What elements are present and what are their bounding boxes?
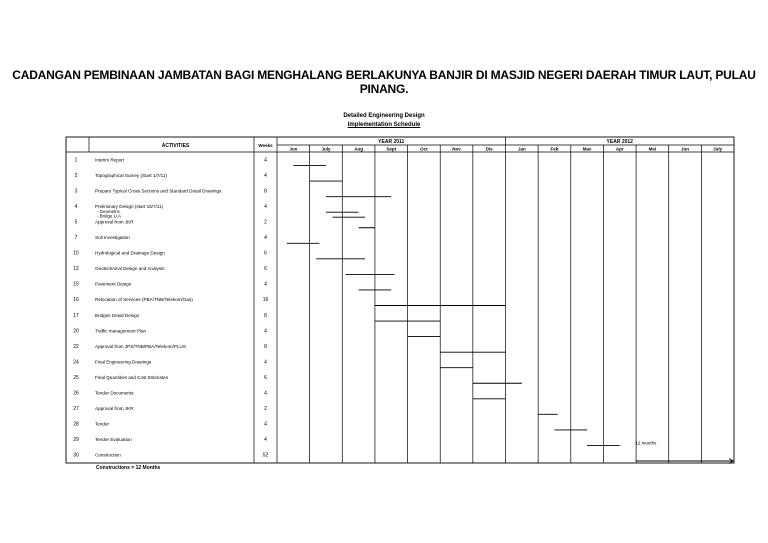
weeks-value: 8 — [264, 188, 267, 195]
schedule-subtitle: Detailed Engineering Design — [343, 113, 425, 119]
activity-label: Soil Investigation — [95, 235, 130, 241]
weeks-value: 16 — [262, 297, 269, 304]
month-label: Apr — [615, 146, 624, 152]
month-label: Aug — [354, 146, 363, 152]
construction-footnote: Constructions = 12 Months — [96, 465, 161, 471]
row-number: 7 — [74, 235, 78, 242]
construction-duration-note: 12 months — [635, 440, 657, 446]
row-number: 28 — [73, 421, 79, 428]
weeks-value: 4 — [264, 390, 267, 397]
weeks-value: 52 — [262, 452, 269, 459]
month-label: Sept — [386, 146, 397, 152]
weeks-header: Weeks — [258, 143, 273, 148]
row-number: 25 — [73, 374, 79, 381]
activity-label: Geotechnical Design and Analysis — [95, 266, 165, 272]
activity-label: Approval from JKR — [95, 219, 134, 225]
weeks-value: 6 — [264, 250, 267, 257]
month-label: July — [321, 146, 331, 152]
activity-label: Hydrological and Drainage Design — [95, 250, 165, 256]
activities-header: ACTIVITIES — [161, 143, 190, 149]
activity-sub-label: - Bridge U.A — [97, 213, 121, 219]
row-number: 29 — [73, 437, 79, 444]
row-number: 2 — [74, 172, 78, 179]
row-number: 20 — [73, 328, 79, 335]
weeks-value: 4 — [264, 172, 267, 179]
activity-label: Tender Evaluation — [95, 437, 132, 443]
activity-label: Final Quantities and Cost Estimates — [95, 374, 169, 380]
row-number: 1 — [74, 157, 78, 164]
month-label: Feb — [550, 146, 559, 152]
activity-label: Tender Documents — [95, 390, 134, 396]
row-number: 3 — [74, 188, 78, 195]
month-label: July — [713, 146, 723, 152]
row-number: 24 — [73, 359, 79, 366]
month-label: Dis — [485, 146, 493, 152]
row-number: 22 — [73, 343, 79, 350]
weeks-value: 8 — [264, 312, 267, 319]
year-label-0: YEAR 2011 — [378, 139, 405, 145]
weeks-value: 4 — [264, 421, 267, 428]
weeks-value: 4 — [264, 437, 267, 444]
activity-label: Interim Report — [95, 157, 125, 163]
row-number: 5 — [74, 219, 78, 226]
weeks-value: 8 — [264, 343, 267, 350]
activity-label: Preliminary Design (start 15/7/11) — [95, 203, 164, 209]
weeks-value: 4 — [264, 328, 267, 335]
activity-label: Pavement Design — [95, 281, 132, 287]
activity-sub-label: - Geometric — [97, 208, 120, 214]
weeks-value: 6 — [264, 266, 267, 273]
weeks-value: 4 — [264, 203, 267, 210]
activity-label: Final Engineering Drawings — [95, 359, 152, 365]
row-number: 12 — [73, 266, 79, 273]
row-number: 16 — [73, 297, 79, 304]
weeks-value: 2 — [264, 219, 267, 226]
month-label: Jun — [681, 146, 690, 152]
document-title: CADANGAN PEMBINAAN JAMBATAN BAGI MENGHALANG BERLAKUNYA BANJIR DI MASJID NEGERI DAERAH TIMUR LAUT, PULAU PINANG. — [12, 68, 756, 96]
weeks-value: 4 — [264, 235, 267, 242]
row-number: 26 — [73, 390, 79, 397]
activity-label: Bridges Detail Design — [95, 312, 140, 318]
weeks-value: 4 — [264, 281, 267, 288]
schedule-heading: Implementation Schedule — [347, 122, 421, 128]
row-number: 15 — [73, 281, 79, 288]
month-label: Mac — [582, 146, 592, 152]
month-label: Jan — [517, 146, 526, 152]
weeks-value: 4 — [264, 359, 267, 366]
activity-label: Relocation of Services (PBA/TNB/Telekom/Gas) — [95, 297, 193, 303]
month-label: Oct — [420, 146, 428, 152]
activity-label: Tender — [95, 421, 110, 427]
activity-label: Topographical Survey (Start 1/7/11) — [95, 172, 167, 178]
row-number: 27 — [73, 406, 79, 413]
weeks-value: 2 — [264, 406, 267, 413]
year-label-1: YEAR 2012 — [606, 139, 633, 145]
row-number: 30 — [73, 452, 79, 459]
month-label: Jun — [289, 146, 298, 152]
row-number: 10 — [73, 250, 79, 257]
activity-label: Traffic management Plan — [95, 328, 147, 334]
activity-label: Construction — [95, 452, 121, 458]
weeks-value: 6 — [264, 374, 267, 381]
activity-label: Prepare Typical Cross Sections and Standard Detail Drawings — [95, 188, 222, 194]
month-label: Mei — [648, 146, 657, 152]
row-number: 4 — [74, 203, 78, 210]
activity-label: Approval from JPS/TNB/PBA/Telekom/PLUS — [95, 343, 186, 349]
weeks-value: 4 — [264, 157, 267, 164]
month-label: Nov — [452, 146, 461, 152]
activity-label: Approval from JKR — [95, 406, 134, 412]
row-number: 17 — [73, 312, 79, 319]
